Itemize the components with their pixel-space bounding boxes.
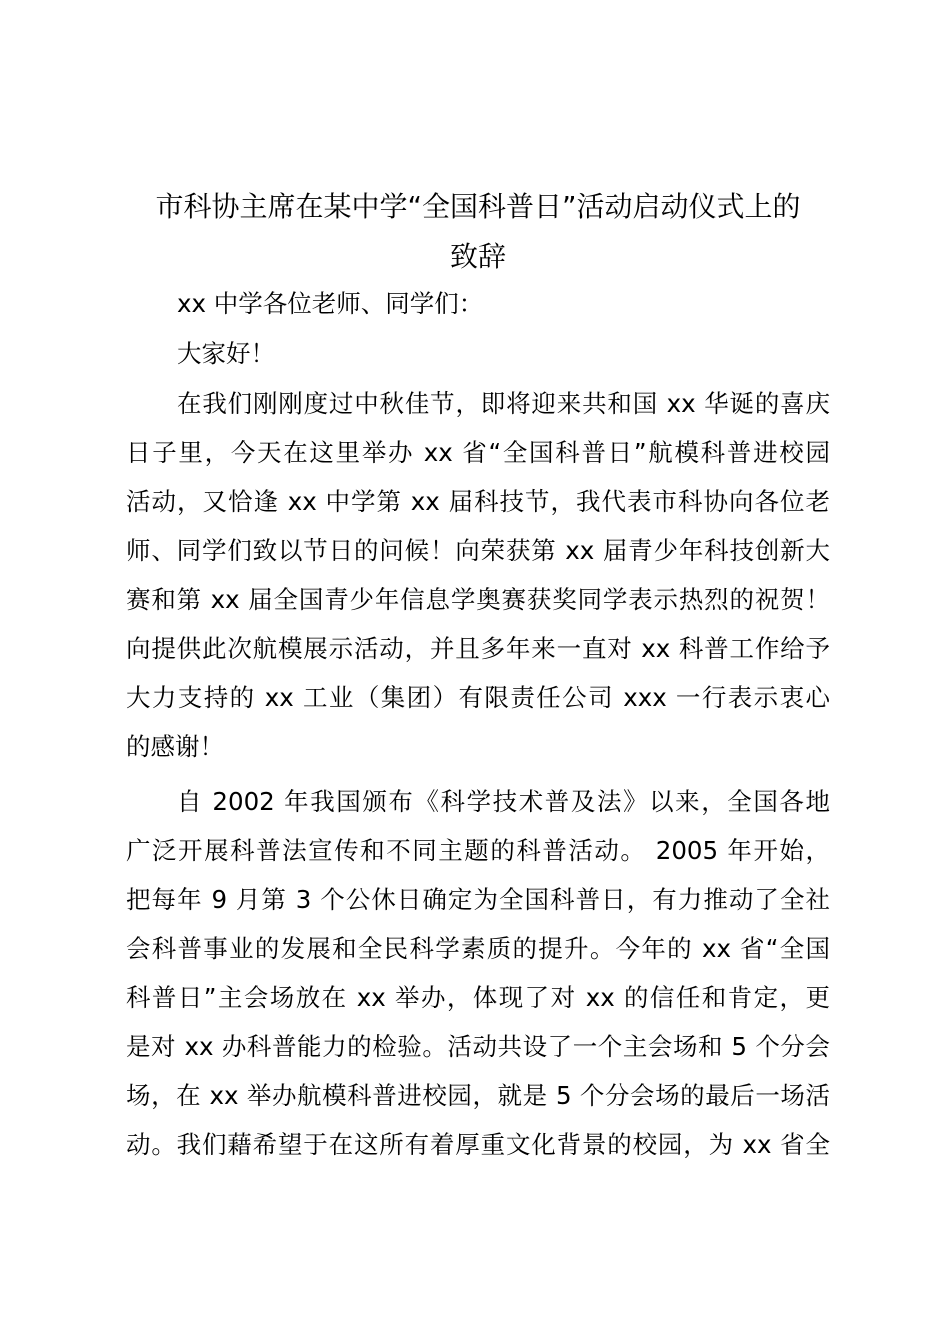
paragraph1-line: 的感谢！ xyxy=(126,732,224,761)
paragraph2-line: 科普日”主会场放在 xx 举办，体现了对 xx 的信任和肯定，更 xyxy=(126,983,830,1012)
document-title xyxy=(126,182,830,282)
salutation: xx 中学各位老师、同学们： xyxy=(177,289,484,318)
paragraph1-line: 向提供此次航模展示活动，并且多年来一直对 xx 科普工作给予 xyxy=(126,634,830,663)
paragraph1-line: 日子里，今天在这里举办 xx 省“全国科普日”航模科普进校园 xyxy=(126,438,830,467)
paragraph2-line: 会科普事业的发展和全民科学素质的提升。今年的 xx 省“全国 xyxy=(126,934,830,963)
paragraph2-line: 动。我们藉希望于在这所有着厚重文化背景的校园，为 xx 省全 xyxy=(126,1130,830,1159)
paragraph2-line: 广泛开展科普法宣传和不同主题的科普活动。 2005 年开始， xyxy=(126,836,830,865)
paragraph1-line: 大力支持的 xx 工业（集团）有限责任公司 xxx 一行表示衷心 xyxy=(126,683,830,712)
paragraph2-line: 把每年 9 月第 3 个公休日确定为全国科普日，有力推动了全社 xyxy=(126,885,830,914)
paragraph2-line: 是对 xx 办科普能力的检验。活动共设了一个主会场和 5 个分会 xyxy=(126,1032,830,1061)
paragraph2-line: 场，在 xx 举办航模科普进校园，就是 5 个分会场的最后一场活 xyxy=(126,1081,830,1110)
title-line-1: 市科协主席在某中学“全国科普日”活动启动仪式上的 xyxy=(155,190,801,223)
paragraph1-line: 在我们刚刚度过中秋佳节，即将迎来共和国 xx 华诞的喜庆 xyxy=(177,389,830,418)
paragraph2-line: 自 2002 年我国颁布《科学技术普及法》以来，全国各地 xyxy=(177,787,830,816)
paragraph1-line: 赛和第 xx 届全国青少年信息学奥赛获奖同学表示热烈的祝贺！ xyxy=(126,585,830,614)
title-line-2: 致辞 xyxy=(449,240,506,273)
greeting: 大家好！ xyxy=(177,339,275,368)
paragraph1-line: 师、同学们致以节日的问候！向荣获第 xx 届青少年科技创新大 xyxy=(126,536,830,565)
paragraph1-line: 活动，又恰逢 xx 中学第 xx 届科技节，我代表市科协向各位老 xyxy=(126,487,830,516)
